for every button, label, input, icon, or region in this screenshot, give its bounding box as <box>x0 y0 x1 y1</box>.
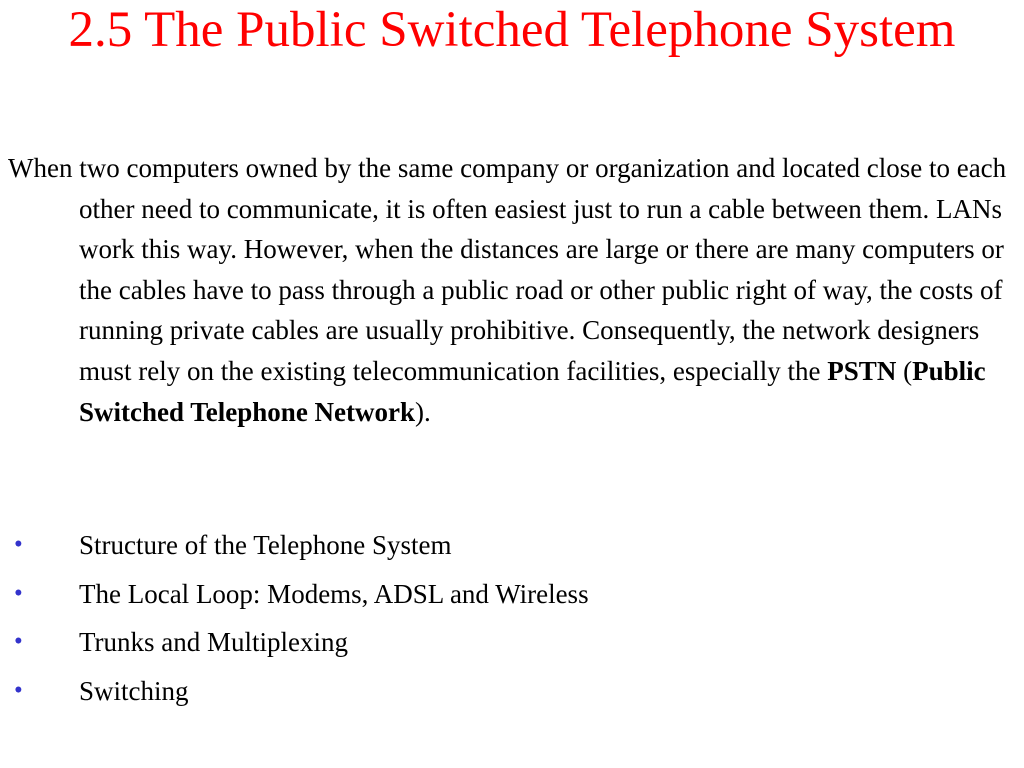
list-item-text: Trunks and Multiplexing <box>79 627 349 657</box>
close-paren: ). <box>415 396 431 427</box>
list-item-text: The Local Loop: Modems, ADSL and Wireless <box>79 578 589 609</box>
list-item-text: Structure of the Telephone System <box>79 530 452 560</box>
list-item <box>8 671 1008 720</box>
paragraph-text: When two computers owned by the same company or organization and located close to each other need to communicate, it is often easiest just to run a cable between them. LANs work this way. However, when the distances are large or there are many computers or the cables have to pass through a public road or other public right of way, the costs of running private cables are usually prohibitive. Consequently, the network designers must rely on the existing telecommunication facilities, especially the <box>8 153 1007 386</box>
list-item-text: Switching <box>79 675 189 706</box>
bullet-icon: • <box>14 579 23 607</box>
bullet-icon: • <box>14 531 23 558</box>
pstn-expansion: Public Switched Telephone Network <box>79 355 986 427</box>
body-paragraph <box>8 148 1008 432</box>
bullet-icon: • <box>14 628 23 655</box>
open-paren: ( <box>896 355 913 386</box>
list-item <box>8 525 1008 574</box>
slide-title: 2.5 The Public Switched Telephone System <box>68 2 956 58</box>
list-item <box>8 622 1008 671</box>
pstn-term: PSTN <box>827 355 897 386</box>
bullet-icon: • <box>14 676 23 704</box>
list-item <box>8 574 1008 623</box>
topic-list <box>8 525 1008 719</box>
